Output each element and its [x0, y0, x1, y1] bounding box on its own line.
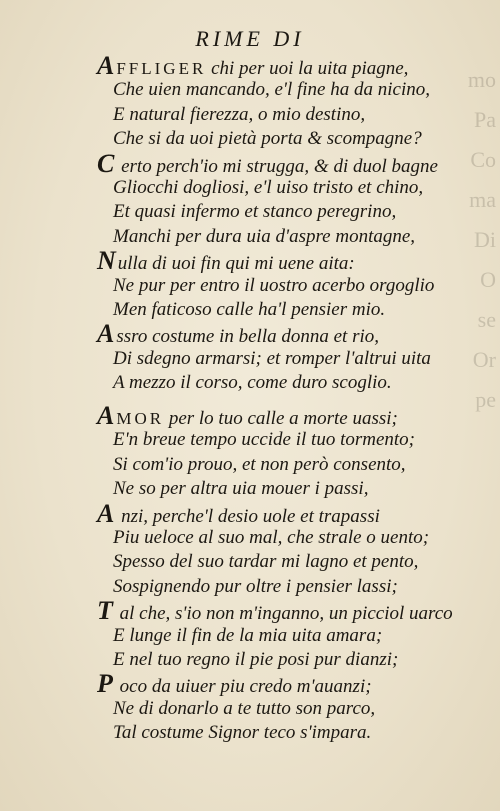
- verse-line: [0, 298, 500, 322]
- verse-text: Piu ueloce al suo mal, che strale o uento;: [113, 526, 430, 548]
- verse-text: Di sdegno armarsi; et romper l'altrui uita: [113, 347, 431, 369]
- verse-text: Ne di donarlo a te tutto son parco,: [113, 697, 376, 719]
- verse-line: [0, 176, 500, 200]
- verse-text: chi per uoi la uita piagne,: [206, 58, 409, 79]
- verse-line: [0, 550, 500, 574]
- verse-text: Che uien mancando, e'l fine ha da nicino,: [113, 79, 430, 101]
- verse-line: [0, 526, 500, 550]
- running-header: RIME DI: [195, 26, 305, 51]
- stanza-initial: A: [97, 319, 115, 349]
- verse-text: per lo tuo calle a morte uassi;: [164, 408, 398, 429]
- verse-text: al che, s'io non m'inganno, un picciol uarco: [114, 603, 453, 625]
- verse-text: ulla di uoi fin qui mi uene aita:: [117, 253, 355, 275]
- verse-text: erto perch'io mi strugga, & di duol bagne: [116, 155, 438, 177]
- verse-line: [0, 477, 500, 501]
- verse-line: [0, 148, 500, 178]
- verse-text: E nel tuo regno il pie posi pur dianzi;: [113, 648, 399, 670]
- verse-line: [0, 127, 500, 151]
- verse-text: oco da uiuer piu credo m'auanzi;: [114, 676, 372, 698]
- verse-line: [0, 371, 500, 395]
- stanza-initial: A: [97, 498, 115, 528]
- stanza-initial: A: [97, 51, 115, 80]
- verse-line: [0, 78, 500, 102]
- show-through-text: mo Pa Co ma Di O se Or pe: [467, 67, 496, 412]
- verse-line: [0, 200, 500, 224]
- verse-line: [0, 721, 500, 745]
- verse-line: [0, 596, 500, 626]
- verse-line: [0, 225, 500, 249]
- verse-text: Spesso del suo tardar mi lagno et pento,: [113, 551, 419, 573]
- verse-text: E natural fierezza, o mio destino,: [113, 103, 366, 125]
- small-caps-word: MOR: [116, 409, 165, 428]
- verse-line: [0, 103, 500, 127]
- verse-line: [0, 648, 500, 672]
- verse-text: Ne so per altra uia mouer i passi,: [113, 478, 369, 500]
- verse-text: Che si da uoi pietà porta & scompagne?: [113, 128, 422, 150]
- verse-text: Si com'io prouo, et non però consento,: [113, 453, 406, 475]
- verse-line: [0, 498, 500, 528]
- verse-line: [0, 51, 500, 80]
- verse-text: Sospignendo pur oltre i pensier lassi;: [113, 575, 398, 597]
- verse-line: [0, 347, 500, 371]
- verse-text: Et quasi infermo et stanco peregrino,: [113, 201, 397, 223]
- verse-text: Gliocchi dogliosi, e'l uiso tristo et chino,: [113, 176, 424, 198]
- verse-text: ssro costume in bella donna et rio,: [116, 326, 379, 348]
- small-caps-word: FFLIGER: [116, 59, 207, 78]
- verse-text: A mezzo il corso, come duro scoglio.: [113, 372, 392, 394]
- verse-line: [0, 669, 500, 699]
- stanza-initial: P: [97, 669, 113, 699]
- stanza-initial: T: [97, 596, 113, 626]
- verse-text: Tal costume Signor teco s'impara.: [113, 722, 372, 744]
- verse-line: [0, 453, 500, 477]
- stanza-initial: C: [97, 148, 115, 178]
- verse-line: [0, 401, 500, 430]
- verse-text: E lunge il fin de la mia uita amara;: [113, 624, 383, 646]
- verse-line: [0, 274, 500, 298]
- verse-line: [0, 246, 500, 276]
- verse-text: nzi, perche'l desio uole et trapassi: [116, 505, 380, 527]
- verse-line: [0, 624, 500, 648]
- stanza-initial: N: [97, 246, 116, 276]
- sonnet-1: [0, 51, 500, 395]
- verse-text: Men faticoso calle ha'l pensier mio.: [113, 298, 386, 320]
- verse-line: [0, 428, 500, 452]
- sonnet-2: [0, 401, 500, 745]
- verse-line: [0, 319, 500, 349]
- stanza-initial: A: [97, 401, 115, 430]
- verse-text: Manchi per dura uia d'aspre montagne,: [113, 225, 416, 247]
- verse-text: E'n breue tempo uccide il tuo tormento;: [113, 429, 416, 451]
- verse-line: [0, 697, 500, 721]
- verse-line: [0, 575, 500, 599]
- verse-text: Ne pur per entro il uostro acerbo orgoglio: [113, 274, 435, 296]
